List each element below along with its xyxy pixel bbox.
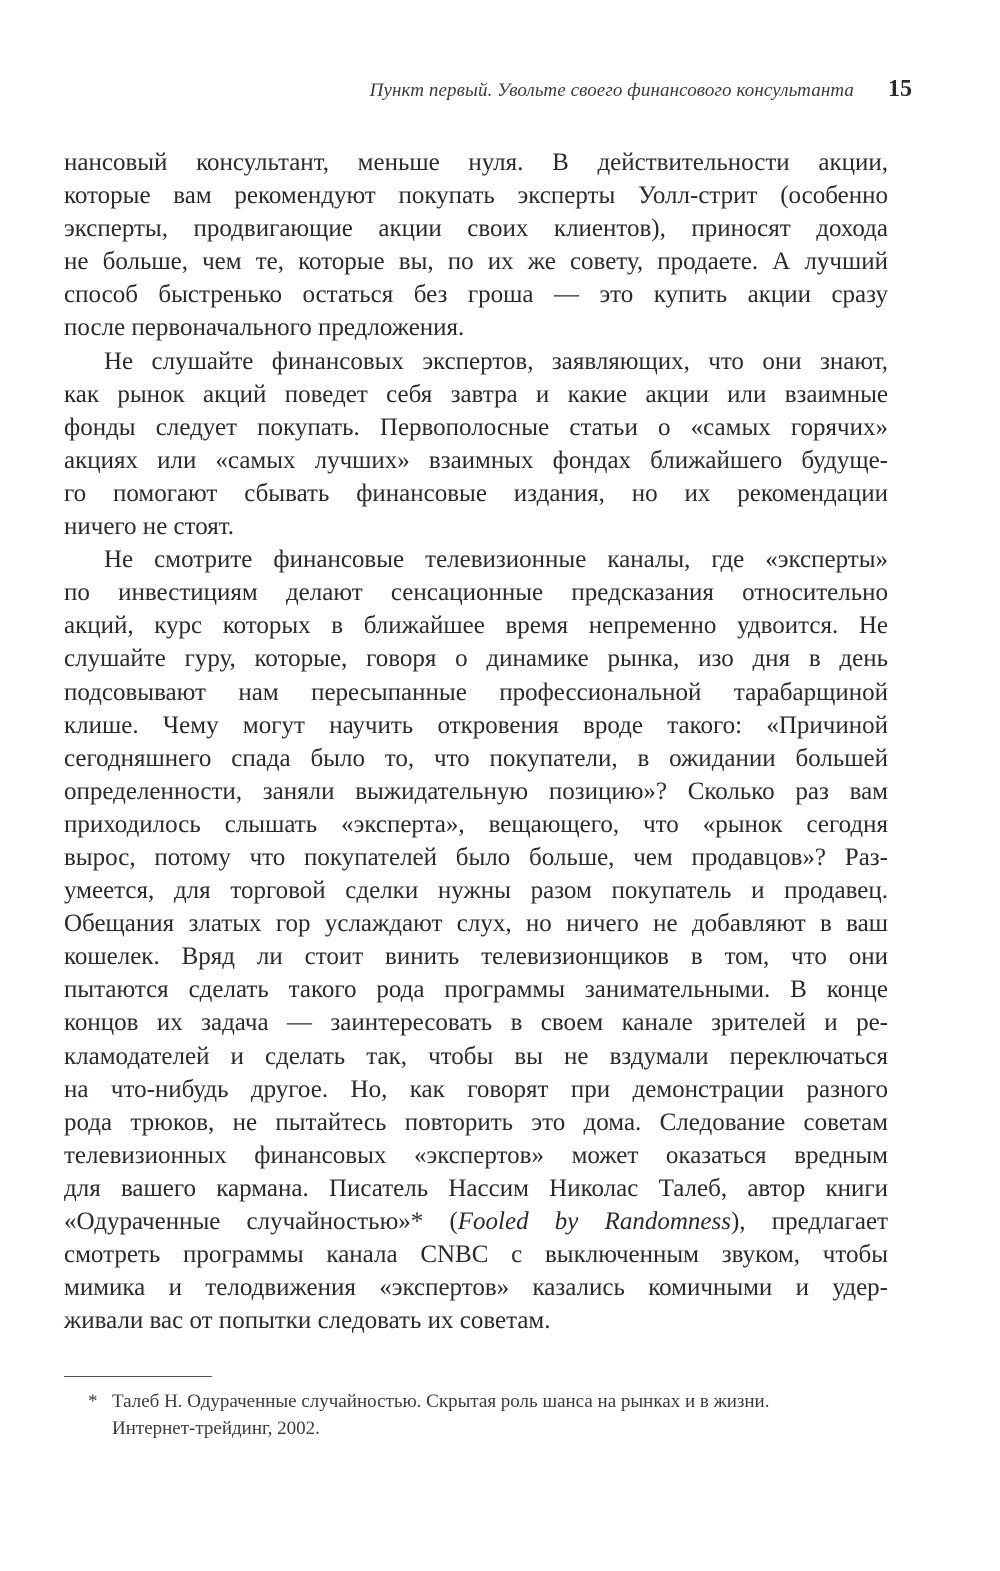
text-line: вырос, потому что покупателей было больше, чем продавцов»? Раз-	[64, 843, 888, 871]
text-line: приходилось слышать «эксперта», вещающего, что «рынок сегодня	[64, 810, 888, 838]
text-line: Не слушайте финансовых экспертов, заявляющих, что они знают,	[104, 347, 888, 375]
text-line: пытаются сделать такого рода программы занимательными. В конце	[64, 976, 888, 1004]
text-line: для вашего кармана. Писатель Нассим Николас Талеб, автор книги	[64, 1174, 888, 1202]
text-line: кошелек. Вряд ли стоит винить телевизионщиков в том, что они	[64, 943, 888, 971]
text-line: умеется, для торговой сделки нужны разом покупатель и продавец.	[64, 877, 888, 905]
text-line: телевизионных финансовых «экспертов» может оказаться вредным	[64, 1141, 888, 1169]
running-title: Пункт первый. Увольте своего финансового консультанта	[369, 80, 854, 101]
text-line: рода трюков, не пытайтесь повторить это дома. Следование советам	[64, 1108, 888, 1136]
text-line: концов их задача — заинтересовать в своем канале зрителей и ре-	[64, 1009, 888, 1037]
footnote-line: Интернет-трейдинг, 2002.	[112, 1418, 320, 1439]
text-fragment: «Одураченные случайностью»* (	[64, 1208, 458, 1235]
text-line: нансовый консультант, меньше нуля. В действительности акции,	[64, 149, 888, 176]
text-line: живали вас от попытки следовать их советам.	[64, 1307, 551, 1335]
text-line-with-italic-title	[64, 1205, 888, 1238]
text-line: акциях или «самых лучших» взаимных фондах ближайшего будуще-	[64, 446, 888, 474]
page-number: 15	[888, 76, 912, 102]
running-head	[60, 76, 912, 108]
text-line: слушайте гуру, которые, говоря о динамике рынка, изо дня в день	[64, 645, 888, 673]
text-line: по инвестициям делают сенсационные предсказания относительно	[64, 579, 888, 607]
text-line: после первоначального предложения.	[64, 314, 465, 342]
text-line: клише. Чему могут научить откровения вроде такого: «Причиной	[64, 711, 888, 739]
text-line: акций, курс которых в ближайшее время непременно удвоится. Не	[64, 612, 888, 640]
footnote-text: Талеб Н. Одураченные случайностью. Скрытая роль шанса на рынках и в жизни.	[112, 1391, 770, 1412]
text-line: определенности, заняли выжидательную позицию»? Сколько раз вам	[64, 777, 888, 805]
text-line: способ быстренько остаться без гроша — это купить акции сразу	[64, 281, 888, 309]
text-line: эксперты, продвигающие акции своих клиентов), приносят дохода	[64, 215, 888, 243]
italic-book-title: Fooled by Randomness	[457, 1208, 731, 1235]
footnote-divider	[64, 1376, 212, 1377]
footnote-marker: *	[88, 1391, 98, 1412]
body-text	[64, 146, 888, 1337]
text-line: смотреть программы канала CNBC с выключенным звуком, чтобы	[64, 1241, 888, 1269]
text-line: кламодателей и сделать так, чтобы вы не вздумали переключаться	[64, 1042, 888, 1070]
text-line: го помогают сбывать финансовые издания, но их рекомендации	[64, 479, 888, 507]
text-fragment: ), предлагает	[730, 1208, 889, 1235]
text-line: на что-нибудь другое. Но, как говорят при демонстрации разного	[64, 1075, 888, 1103]
text-line: как рынок акций поведет себя завтра и какие акции или взаимные	[64, 380, 888, 408]
text-line: подсовывают нам пересыпанные профессиональной тарабарщиной	[64, 678, 888, 706]
text-line: фонды следует покупать. Первополосные статьи о «самых горячих»	[64, 413, 888, 441]
text-line: ничего не стоят.	[64, 513, 235, 541]
text-line: которые вам рекомендуют покупать эксперты Уолл-стрит (особенно	[64, 182, 888, 210]
text-line: мимика и телодвижения «экспертов» казались комичными и удер-	[64, 1274, 888, 1302]
text-line: Обещания златых гор услаждают слух, но ничего не добавляют в ваш	[64, 910, 888, 938]
footnote	[88, 1388, 888, 1442]
text-line: сегодняшнего спада было то, что покупатели, в ожидании большей	[64, 744, 888, 772]
text-line: Не смотрите финансовые телевизионные каналы, где «эксперты»	[104, 546, 888, 574]
footnote-line	[88, 1388, 888, 1415]
text-line: не больше, чем те, которые вы, по их же совету, продаете. А лучший	[64, 248, 888, 276]
